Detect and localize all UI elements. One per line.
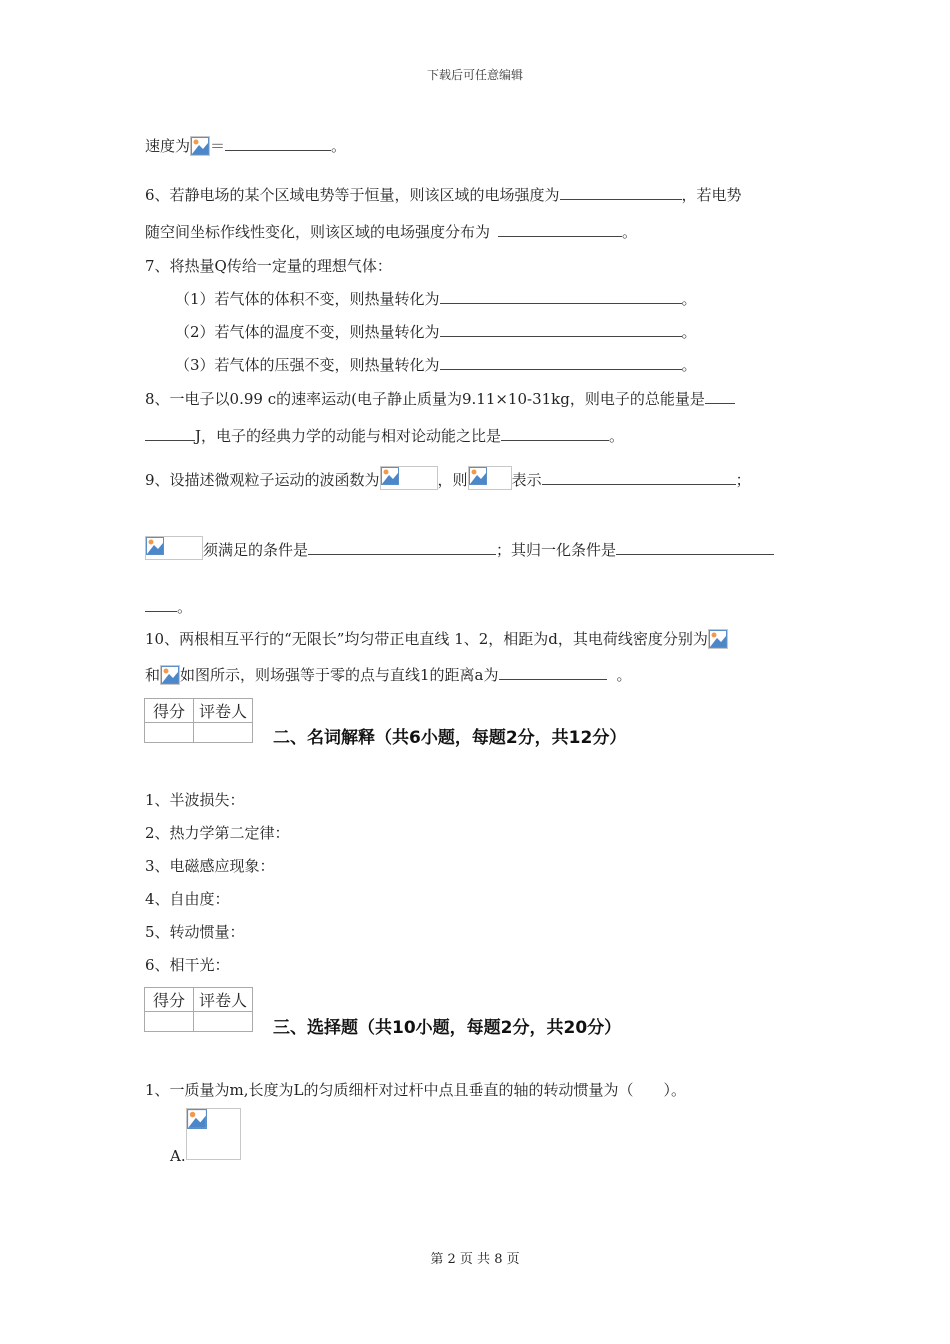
text-fragment: 表示 <box>511 471 542 489</box>
text-fragment: ，若电势 <box>681 186 742 204</box>
answer-blank <box>498 222 622 237</box>
answer-blank <box>145 426 195 441</box>
text-fragment: （1）若气体的体积不变，则热量转化为 <box>175 290 440 308</box>
answer-blank <box>225 136 331 151</box>
answer-blank <box>499 665 607 680</box>
image-placeholder <box>380 466 438 490</box>
question-3-1: 1、一质量为m,长度为L的匀质细杆对过杆中点且垂直的轴的转动惯量为（ ）。 <box>145 1081 686 1099</box>
list-item: 4、自由度： <box>145 890 230 908</box>
text-fragment: ；其归一化条件是 <box>496 541 617 559</box>
score-cell <box>145 1012 194 1032</box>
option-a-label: A. <box>170 1147 186 1165</box>
grader-cell <box>194 723 253 743</box>
list-item: 2、热力学第二定律： <box>145 824 290 842</box>
text-fragment: 随空间坐标作线性变化，则该区域的电场强度分布为 <box>145 223 491 241</box>
text-fragment: 。 <box>331 137 347 155</box>
score-header: 得分 <box>145 699 194 723</box>
question-7-sub-2 <box>175 322 697 342</box>
score-cell <box>145 723 194 743</box>
answer-blank <box>308 540 496 555</box>
broken-image-icon <box>469 467 487 485</box>
answer-blank <box>616 540 774 555</box>
text-fragment: ＝ <box>210 137 226 155</box>
answer-blank <box>560 185 682 200</box>
list-item: 1、半波损失： <box>145 791 245 809</box>
page-header: 下载后可任意编辑 <box>426 68 523 82</box>
question-8-line-2 <box>145 426 624 446</box>
text-fragment: 。 <box>681 323 697 341</box>
text-fragment: （3）若气体的压强不变，则热量转化为 <box>175 356 440 374</box>
answer-blank <box>145 597 177 612</box>
answer-blank <box>705 389 735 404</box>
answer-blank <box>501 426 609 441</box>
grader-cell <box>194 1012 253 1032</box>
question-7-sub-3 <box>175 355 697 375</box>
text-fragment: ； <box>735 471 751 489</box>
text-fragment: 。 <box>609 427 625 445</box>
answer-blank <box>440 322 682 337</box>
grader-header: 评卷人 <box>194 988 253 1012</box>
text-fragment: J，电子的经典力学的动能与相对论动能之比是 <box>195 427 502 445</box>
broken-image-icon <box>381 467 399 485</box>
text-fragment: 速度为 <box>145 137 191 155</box>
text-fragment: 。 <box>177 598 193 616</box>
question-6-line-1 <box>145 185 742 205</box>
image-placeholder <box>468 466 512 490</box>
text-fragment: 。 <box>681 356 697 374</box>
question-7-sub-1 <box>175 289 697 309</box>
text-fragment: 6、若静电场的某个区域电势等于恒量，则该区域的电场强度为 <box>145 186 560 204</box>
image-placeholder <box>145 536 203 560</box>
broken-image-icon <box>161 666 179 684</box>
score-header: 得分 <box>145 988 194 1012</box>
text-fragment: 10、两根相互平行的“无限长”均匀带正电直线 1、2，相距为d，其电荷线密度分别为 <box>145 630 708 648</box>
score-table <box>144 698 253 743</box>
text-line-velocity <box>145 136 346 156</box>
question-9-line-2 <box>145 536 774 560</box>
question-10-line-1 <box>145 629 728 649</box>
list-item: 3、电磁感应现象： <box>145 857 275 875</box>
text-fragment: 。 <box>622 223 638 241</box>
question-8-line-1 <box>145 389 735 409</box>
page-footer: 第 2 页 共 8 页 <box>430 1252 520 1267</box>
text-fragment: 须满足的条件是 <box>203 541 309 559</box>
broken-image-icon <box>146 537 164 555</box>
text-fragment: 。 <box>616 666 632 684</box>
text-fragment: 如图所示，则场强等于零的点与直线1的距离a为 <box>180 666 499 684</box>
grader-header: 评卷人 <box>194 699 253 723</box>
text-fragment: （2）若气体的温度不变，则热量转化为 <box>175 323 440 341</box>
question-9-line-3 <box>145 597 192 617</box>
list-item: 5、转动惯量： <box>145 923 245 941</box>
section-3-title: 三、选择题（共10小题，每题2分，共20分） <box>273 1018 622 1038</box>
section-2-title: 二、名词解释（共6小题，每题2分，共12分） <box>273 728 627 748</box>
list-item: 6、相干光： <box>145 956 230 974</box>
image-placeholder <box>190 136 210 156</box>
text-fragment: 。 <box>681 290 697 308</box>
question-6-line-2 <box>145 222 637 242</box>
text-fragment: ，则 <box>437 471 468 489</box>
text-fragment: 9、设描述微观粒子运动的波函数为 <box>145 471 380 489</box>
option-a-image-placeholder <box>186 1108 241 1160</box>
answer-blank <box>542 470 736 485</box>
broken-image-icon <box>191 137 209 155</box>
score-table <box>144 987 253 1032</box>
image-placeholder <box>160 665 180 685</box>
question-10-line-2 <box>145 665 632 685</box>
broken-image-icon <box>187 1109 207 1129</box>
answer-blank <box>440 355 682 370</box>
broken-image-icon <box>709 630 727 648</box>
image-placeholder <box>708 629 728 649</box>
question-9-line-1 <box>145 466 751 490</box>
question-7-stem: 7、将热量Q传给一定量的理想气体： <box>145 257 392 275</box>
text-fragment: 和 <box>145 666 161 684</box>
text-fragment: 8、一电子以0.99 c的速率运动(电子静止质量为9.11×10-31kg，则电子的总能量是 <box>145 390 705 408</box>
answer-blank <box>440 289 682 304</box>
